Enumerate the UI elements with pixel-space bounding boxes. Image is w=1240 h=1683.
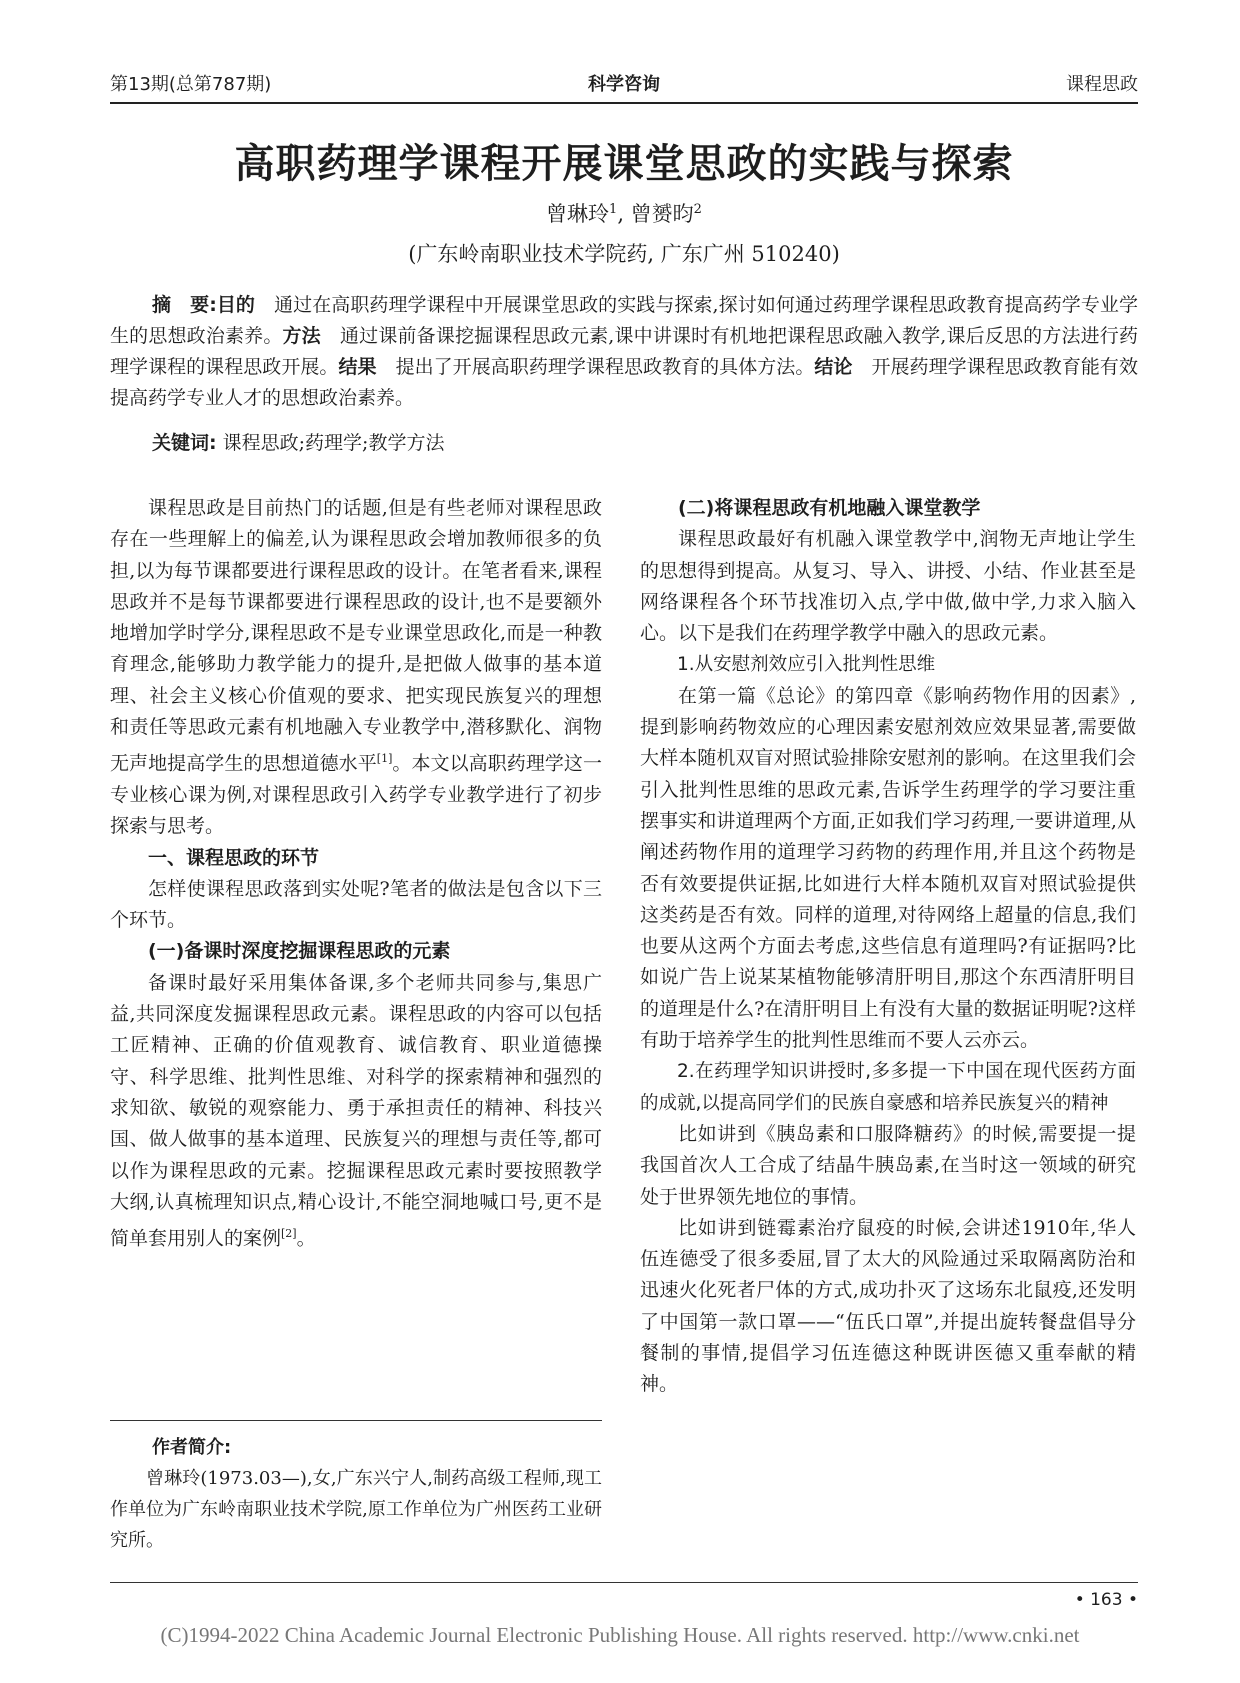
page-number: • 163 • [1074, 1590, 1138, 1610]
header-divider [110, 102, 1138, 104]
abstract [110, 290, 1138, 414]
intro-text: 课程思政是目前热门的话题,但是有些老师对课程思政存在一些理解上的偏差,认为课程思政会增加教师很多的负担,以为每节课都要进行课程思政的设计。在笔者看来,课程思政并不是每节课都要进行课程思政的设计,也不是要额外地增加学时学分,课程思政不是专业课堂思政化,而是一种教育理念,能够助力教学能力的提升,是把做人做事的基本道理、社会主义核心价值观的要求、把实现民族复兴的理想和责任等思政元素有机地融入专业教学中,潜移默化、润物无声地提高学生的思想道德水平 [110, 497, 602, 775]
abstract-conclusion-label: 结论 [814, 356, 853, 378]
author-note-title: 作者简介: [152, 1437, 232, 1458]
paragraph: 在第一篇《总论》的第四章《影响药物作用的因素》,提到影响药物效应的心理因素安慰剂效应效果显著,需要做大样本随机双盲对照试验排除安慰剂的影响。在这里我们会引入批判性思维的思政元素,告诉学生药理学的学习要注重摆事实和讲道理两个方面,正如我们学习药理,一要讲道理,从阐述药物作用的道理学习药物的药理作用,并且这个药物是否有效要提供证据,比如进行大样本随机双盲对照试验提供这类药是否有效。同样的道理,对待网络上超量的信息,我们也要从这两个方面去考虑,这些信息有道理吗?有证据吗?比如说广告上说某某植物能够清肝明目,那这个东西清肝明目的道理是什么?在清肝明目上有没有大量的数据证明呢?这样有助于培养学生的批判性思维而不要人云亦云。 [640, 684, 1136, 1052]
copyright-notice: (C)1994-2022 China Academic Journal Electronic Publishing House. All rights reserved. http://www.cnki.net [160, 1623, 1080, 1647]
abstract-purpose: 通过在高职药理学课程中开展课堂思政的实践与探索,探讨如何通过药理学课程思政教育提高药学专业学生的思想政治素养。 [110, 294, 1138, 347]
footnote-divider [110, 1420, 602, 1421]
article-title: 高职药理学课程开展课堂思政的实践与探索 [234, 141, 1014, 187]
keywords [152, 428, 1142, 455]
abstract-conclusion: 开展药理学课程思政教育能有效提高药学专业人才的思想政治素养。 [110, 356, 1138, 409]
author-separator: , [617, 202, 631, 226]
running-header [110, 66, 1138, 106]
point-heading-1: 1.从安慰剂效应引入批判性思维 [677, 654, 936, 676]
section-heading-1: 一、课程思政的环节 [148, 846, 320, 869]
paragraph: 怎样使课程思政落到实处呢?笔者的做法是包含以下三个环节。 [110, 877, 602, 932]
author-line [110, 198, 1138, 228]
author-2-affil: 2 [693, 202, 702, 217]
journal-name: 科学咨询 [588, 74, 660, 95]
column-name: 课程思政 [1066, 74, 1138, 95]
right-column [640, 493, 1136, 1401]
paragraph [110, 968, 602, 1255]
point-heading-2: 2.在药理学知识讲授时,多多提一下中国在现代医药方面的成就,以提高同学们的民族自豪感和培养民族复兴的精神 [640, 1061, 1136, 1114]
abstract-result: 提出了开展高职药理学课程思政教育的具体方法。 [395, 356, 815, 378]
citation-2: [2] [281, 1227, 297, 1241]
paragraph: 比如讲到《胰岛素和口服降糖药》的时候,需要提一提我国首次人工合成了结晶牛胰岛素,在当时这一领域的研究处于世界领先地位的事情。 [640, 1122, 1136, 1208]
paragraph-text: 备课时最好采用集体备课,多个老师共同参与,集思广益,共同深度发掘课程思政元素。课程思政的内容可以包括工匠精神、正确的价值观教育、诚信教育、职业道德操守、科学思维、批判性思维、对科学的探索精神和强烈的求知欲、敏锐的观察能力、勇于承担责任的精神、科技兴国、做人做事的基本道理、民族复兴的理想与责任等,都可以作为课程思政的元素。挖掘课程思政元素时要按照教学大纲,认真梳理知识点,精心设计,不能空洞地喊口号,更不是简单套用别人的案例 [110, 971, 602, 1250]
citation-1: [1] [376, 752, 393, 766]
subsection-heading-2: (二)将课程思政有机地融入课堂教学 [678, 497, 981, 519]
left-column [110, 493, 602, 1255]
abstract-purpose-label: 目的 [216, 294, 255, 316]
intro-text-end: 。本文以高职药理学这一专业核心课为例,对课程思政引入药学专业教学进行了初步探索与思考。 [110, 752, 602, 838]
abstract-method-label: 方法 [282, 325, 321, 347]
keywords-label: 关键词: [152, 432, 217, 454]
intro-paragraph [110, 493, 602, 843]
author-1: 曾琳玲 [546, 202, 610, 226]
paragraph: 比如讲到链霉素治疗鼠疫的时候,会讲述1910年,华人伍连德受了很多委屈,冒了太大的风险通过采取隔离防治和迅速火化死者尸体的方式,成功扑灭了这场东北鼠疫,还发明了中国第一款口罩——“伍氏口罩”,并提出旋转餐盘倡导分餐制的事情,提倡学习伍连德这种既讲医德又重奉献的精神。 [640, 1216, 1136, 1396]
paragraph: 课程思政最好有机融入课堂教学中,润物无声地让学生的思想得到提高。从复习、导入、讲授、小结、作业甚至是网络课程各个环节找准切入点,学中做,做中学,力求入脑入心。以下是我们在药理学教学中融入的思政元素。 [640, 528, 1136, 645]
author-note [110, 1432, 602, 1556]
author-note-text: 曾琳玲(1973.03—),女,广东兴宁人,制药高级工程师,现工作单位为广东岭南职业技术学院,原工作单位为广州医药工业研究所。 [110, 1468, 602, 1551]
subsection-heading-1: (一)备课时深度挖掘课程思政的元素 [148, 940, 451, 963]
footer-divider [110, 1582, 1138, 1583]
abstract-result-label: 结果 [338, 356, 377, 378]
issue-info: 第13期(总第787期) [110, 74, 272, 95]
abstract-method: 通过课前备课挖掘课程思政元素,课中讲课时有机地把课程思政融入教学,课后反思的方法进行药理学课程的课程思政开展。 [110, 325, 1138, 378]
author-2: 曾赟昀 [630, 202, 694, 226]
author-1-affil: 1 [609, 202, 618, 217]
paragraph-text-end: 。 [296, 1227, 316, 1250]
keywords-text: 课程思政;药理学;教学方法 [222, 432, 445, 454]
affiliation: (广东岭南职业技术学院药, 广东广州 510240) [408, 242, 840, 266]
abstract-label: 摘 要: [152, 294, 217, 316]
